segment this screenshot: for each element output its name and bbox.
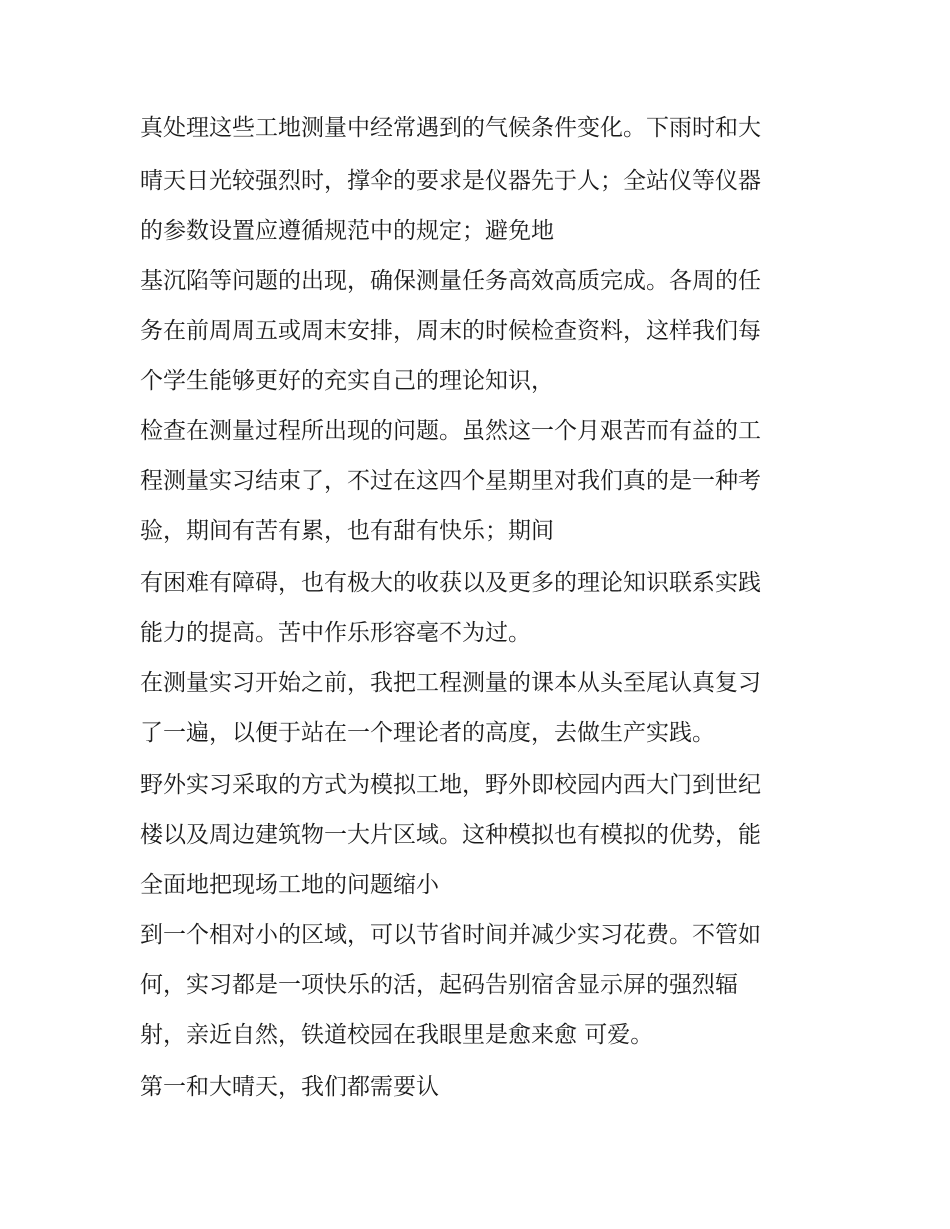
text-line-4: 基沉陷等问题的出现，确保测量任务高效高质完成。各周的任 (140, 268, 761, 294)
text-line-20: 第一和大晴天，我们都需要认 (140, 1074, 439, 1100)
text-line-19: 射，亲近自然，铁道校园在我眼里是愈来愈 可爱。 (140, 1022, 654, 1048)
text-line-11: 能力的提高。苦中作乐形容毫不为过。 (140, 620, 531, 646)
text-line-17: 到一个相对小的区域，可以节省时间并减少实习花费。不管如 (140, 922, 761, 948)
text-line-8: 程测量实习结束了，不过在这四个星期里对我们真的是一种考 (140, 468, 761, 494)
text-line-6: 个学生能够更好的充实自己的理论知识， (140, 368, 554, 394)
text-line-7: 检查在测量过程所出现的问题。虽然这一个月艰苦而有益的工 (140, 418, 761, 444)
text-line-16: 全面地把现场工地的问题缩小 (140, 872, 439, 898)
text-line-9: 验，期间有苦有累，也有甜有快乐；期间 (140, 518, 554, 544)
text-line-1: 真处理这些工地测量中经常遇到的气候条件变化。下雨时和大 (140, 115, 761, 141)
text-line-12: 在测量实习开始之前，我把工程测量的课本从头至尾认真复习 (140, 670, 761, 696)
text-line-10: 有困难有障碍，也有极大的收获以及更多的理论知识联系实践 (140, 570, 761, 596)
text-line-3: 的参数设置应遵循规范中的规定；避免地 (140, 218, 554, 244)
text-line-15: 楼以及周边建筑物一大片区域。这种模拟也有模拟的优势，能 (140, 822, 761, 848)
text-line-14: 野外实习采取的方式为模拟工地，野外即校园内西大门到世纪 (140, 772, 761, 798)
text-line-13: 了一遍，以便于站在一个理论者的高度，去做生产实践。 (140, 720, 715, 746)
text-line-18: 何，实习都是一项快乐的活，起码告别宿舍显示屏的强烈辐 (140, 972, 738, 998)
text-line-5: 务在前周周五或周末安排，周末的时候检查资料，这样我们每 (140, 318, 761, 344)
text-line-2: 晴天日光较强烈时，撑伞的要求是仪器先于人；全站仪等仪器 (140, 168, 761, 194)
